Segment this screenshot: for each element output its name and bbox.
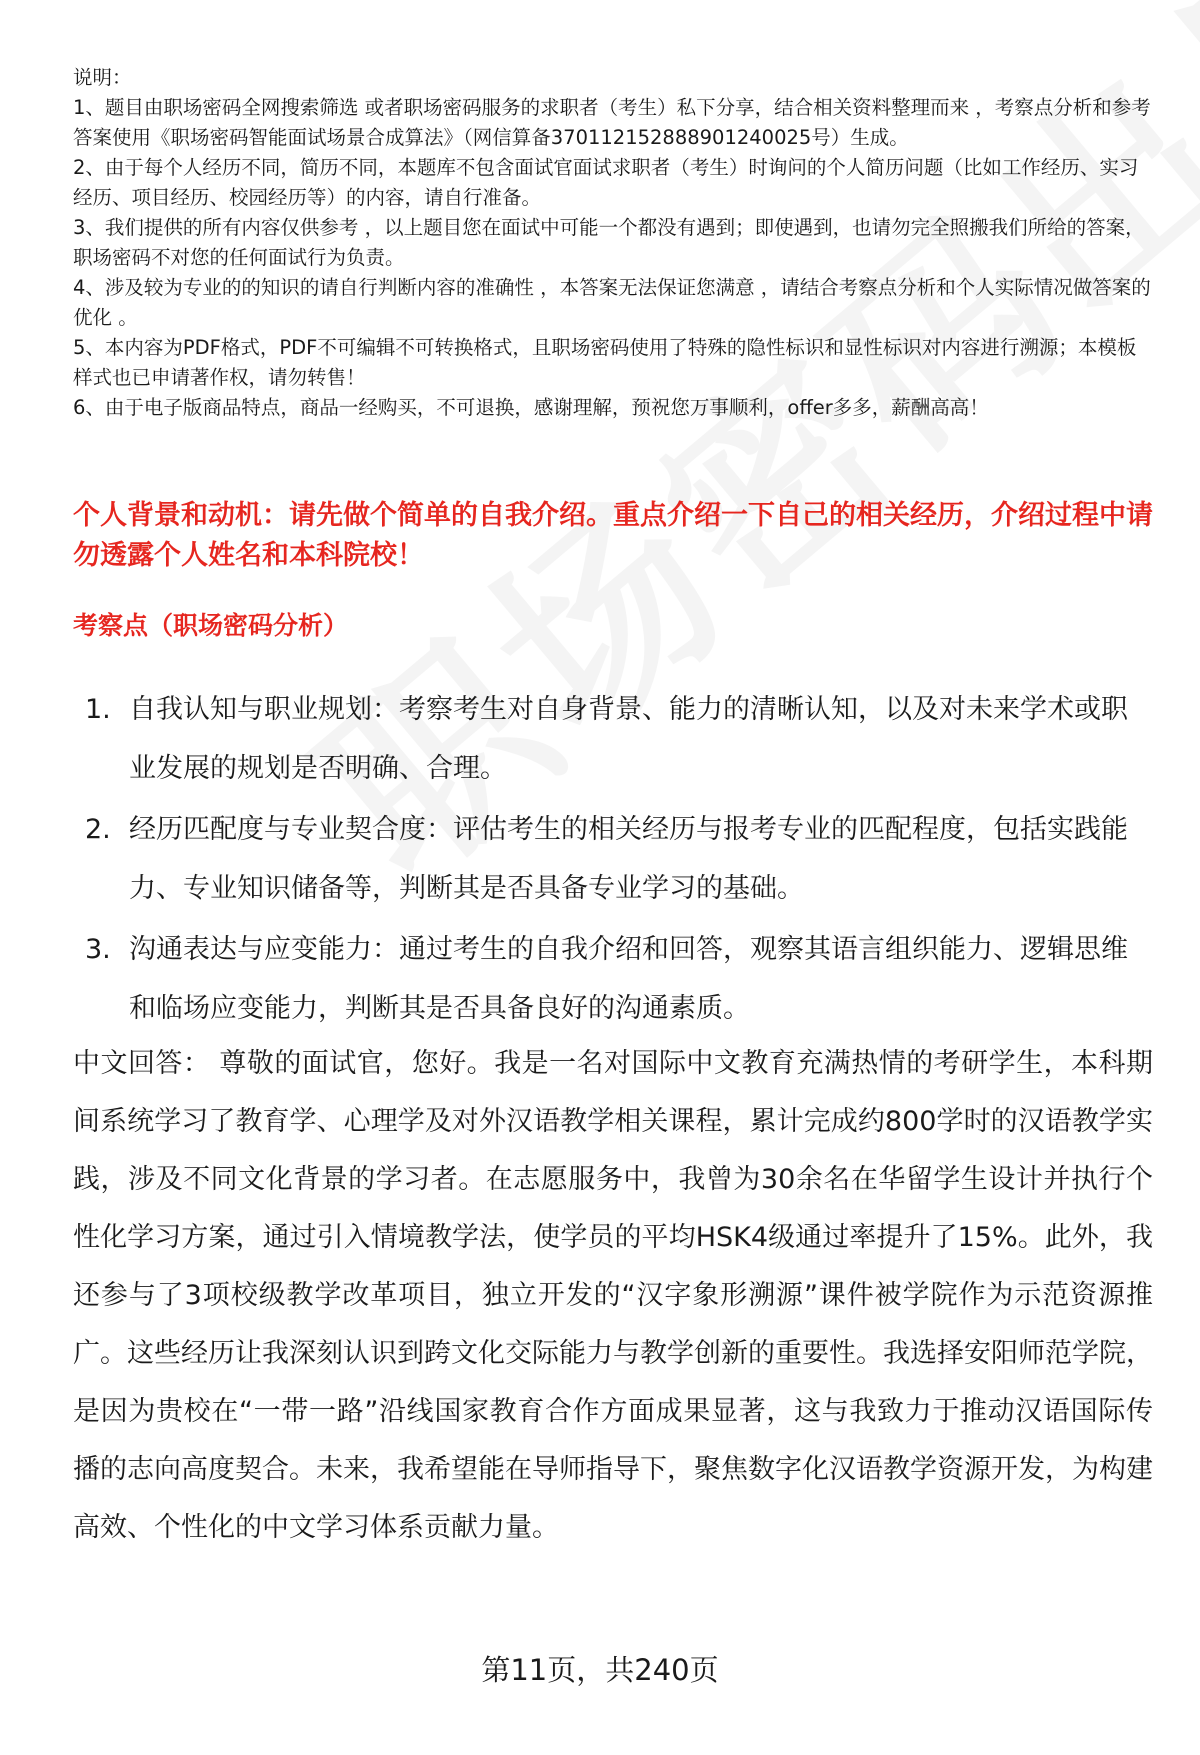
point-text: 沟通表达与应变能力：通过考生的自我介绍和回答，观察其语言组织能力、逻辑思维和临场应变能力，判断其是否具备良好的沟通素质。 <box>129 934 1128 1024</box>
analysis-point <box>73 680 1153 798</box>
point-number: 3. <box>85 934 111 965</box>
notes-heading: 说明： <box>73 66 132 89</box>
analysis-title: 考察点（职场密码分析） <box>73 611 349 640</box>
disclaimer-notes <box>73 63 1153 423</box>
notes-item: 6、由于电子版商品特点，商品一经购买，不可退换，感谢理解，预祝您万事顺利，offer多多，薪酬高高！ <box>73 396 989 419</box>
notes-item: 3、我们提供的所有内容仅供参考 ，以上题目您在面试中可能一个都没有遇到；即使遇到，也请勿完全照搬我们所给的答案，职场密码不对您的任何面试行为负责。 <box>73 216 1145 269</box>
point-text: 自我认知与职业规划：考察考生对自身背景、能力的清晰认知，以及对未来学术或职业发展的规划是否明确、合理。 <box>129 694 1128 784</box>
page-number: 第11页，共240页 <box>481 1653 719 1687</box>
notes-item: 4、涉及较为专业的的知识的请自行判断内容的准确性 ，本答案无法保证您满意 ，请结合考察点分析和个人实际情况做答案的优化 。 <box>73 276 1151 329</box>
analysis-point <box>73 920 1153 1038</box>
point-number: 2. <box>85 814 111 845</box>
point-number: 1. <box>85 694 111 725</box>
notes-item: 1、题目由职场密码全网搜索筛选 或者职场密码服务的求职者（考生）私下分享，结合相关资料整理而来 ，考察点分析和参考答案使用《职场密码智能面试场景合成算法》（网信算备370112152888901240025号）生成。 <box>73 96 1151 149</box>
analysis-point <box>73 800 1153 918</box>
interview-question: 个人背景和动机：请先做个简单的自我介绍。重点介绍一下自己的相关经历，介绍过程中请勿透露个人姓名和本科院校！ <box>73 500 1153 571</box>
point-text: 经历匹配度与专业契合度：评估考生的相关经历与报考专业的匹配程度，包括实践能力、专业知识储备等，判断其是否具备专业学习的基础。 <box>129 814 1128 904</box>
notes-item: 5、本内容为PDF格式，PDF不可编辑不可转换格式，且职场密码使用了特殊的隐性标识和显性标识对内容进行溯源；本模板样式也已申请著作权，请勿转售！ <box>73 336 1137 389</box>
sample-answer: 中文回答： 尊敬的面试官，您好。我是一名对国际中文教育充满热情的考研学生，本科期间系统学习了教育学、心理学及对外汉语教学相关课程，累计完成约800学时的汉语教学实践，涉及不同文化背景的学习者。在志愿服务中，我曾为30余名在华留学生设计并执行个性化学习方案，通过引入情境教学法，使学员的平均HSK4级通过率提升了15%。此外，我还参与了3项校级教学改革项目，独立开发的“汉字象形溯源”课件被学院作为示范资源推广。这些经历让我深刻认识到跨文化交际能力与教学创新的重要性。我选择安阳师范学院，是因为贵校在“一带一路”沿线国家教育合作方面成果显著，这与我致力于推动汉语国际传播的志向高度契合。未来，我希望能在导师指导下，聚焦数字化汉语教学资源开发，为构建高效、个性化的中文学习体系贡献力量。 <box>73 1048 1153 1543</box>
notes-item: 2、由于每个人经历不同，简历不同，本题库不包含面试官面试求职者（考生）时询问的个人简历问题（比如工作经历、实习经历、项目经历、校园经历等）的内容，请自行准备。 <box>73 156 1139 209</box>
analysis-points <box>73 680 1153 1040</box>
